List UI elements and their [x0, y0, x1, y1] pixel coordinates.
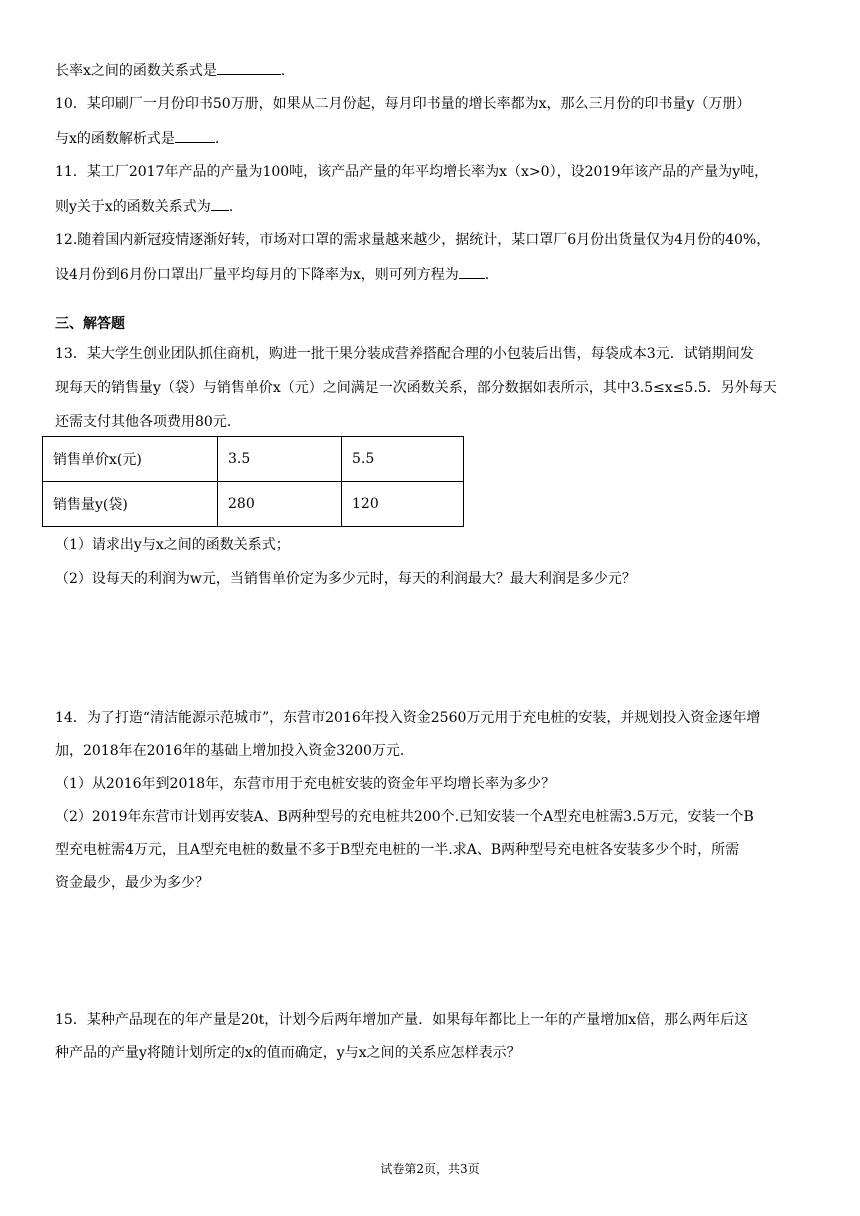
q10-tail: .	[214, 131, 220, 147]
table-cell: 280	[218, 482, 342, 527]
q14-part-2-line-1: （2）2019年东营市计划再安装A、B两种型号的充电桩共200个.已知安装一个A型充电桩需3.5万元，安装一个B	[55, 809, 754, 825]
table-cell: 销售量y(袋)	[43, 482, 218, 527]
q11-tail: .	[228, 199, 234, 215]
q10-line-1: 10．某印刷厂一月份印书50万册，如果从二月份起，每月印书量的增长率都为x，那么三月份的印书量y（万册）	[55, 96, 751, 112]
q13-line-3: 还需支付其他各项费用80元．	[55, 414, 241, 430]
q13-line-2: 现每天的销售量y（袋）与销售单价x（元）之间满足一次函数关系，部分数据如表所示，其中3.5≤x≤5.5．另外每天	[55, 380, 777, 396]
q10-text: 与x的函数解析式是	[55, 131, 175, 147]
q15-line-2: 种产品的产量y将随计划所定的x的值而确定，y与x之间的关系应怎样表示？	[55, 1045, 521, 1061]
section-heading: 三、解答题	[55, 316, 125, 332]
price-sales-table	[42, 436, 464, 527]
q15-line-1: 15．某种产品现在的年产量是20t，计划今后两年增加产量．如果每年都比上一年的产量增加x倍，那么两年后这	[55, 1012, 749, 1028]
q11-line-2	[55, 196, 233, 217]
q9-text: 长率x之间的函数关系式是	[55, 63, 217, 79]
q12-line-1: 12.随着国内新冠疫情逐渐好转，市场对口罩的需求量越来越少，据统计，某口罩厂6月份出货量仅为4月份的40%，	[55, 232, 771, 248]
answer-blank	[217, 60, 281, 75]
q11-line-1: 11．某工厂2017年产品的产量为100吨，该产品产量的年平均增长率为x（x>0），设2019年该产品的产量为y吨，	[55, 164, 769, 180]
q9-continuation	[55, 60, 285, 81]
q14-part-1: （1）从2016年到2018年，东营市用于充电桩安装的资金年平均增长率为多少？	[55, 776, 556, 792]
q9-tail: .	[280, 63, 286, 79]
answer-blank	[459, 264, 485, 279]
table-cell: 3.5	[218, 437, 342, 482]
q13-part-1: （1）请求出y与x之间的函数关系式；	[55, 537, 290, 553]
q13-line-1: 13．某大学生创业团队抓住商机，购进一批干果分装成营养搭配合理的小包装后出售，每袋成本3元．试销期间发	[55, 346, 754, 362]
page-footer: 试卷第2页，共3页	[380, 1162, 480, 1176]
table-cell: 5.5	[342, 437, 464, 482]
q11-text: 则y关于x的函数关系式为	[55, 199, 211, 215]
answer-blank	[211, 196, 229, 211]
table-row	[43, 437, 464, 482]
q14-part-2-line-3: 资金最少，最少为多少？	[55, 875, 209, 891]
table-row	[43, 482, 464, 527]
q14-line-1: 14．为了打造“清洁能源示范城市”，东营市2016年投入资金2560万元用于充电桩的安装，并规划投入资金逐年增	[55, 710, 761, 726]
q14-part-2-line-2: 型充电桩需4万元，且A型充电桩的数量不多于B型充电桩的一半.求A、B两种型号充电桩各安装多少个时，所需	[55, 842, 740, 858]
answer-blank	[175, 128, 215, 143]
q14-line-2: 加，2018年在2016年的基础上增加投入资金3200万元.	[55, 743, 405, 759]
table-cell: 120	[342, 482, 464, 527]
q12-text: 设4月份到6月份口罩出厂量平均每月的下降率为x，则可列方程为	[55, 267, 459, 283]
table-cell: 销售单价x(元)	[43, 437, 218, 482]
q13-part-2: （2）设每天的利润为w元，当销售单价定为多少元时，每天的利润最大？最大利润是多少元？	[55, 571, 636, 587]
q12-tail: .	[484, 267, 490, 283]
q12-line-2	[55, 264, 489, 285]
q10-line-2	[55, 128, 219, 149]
